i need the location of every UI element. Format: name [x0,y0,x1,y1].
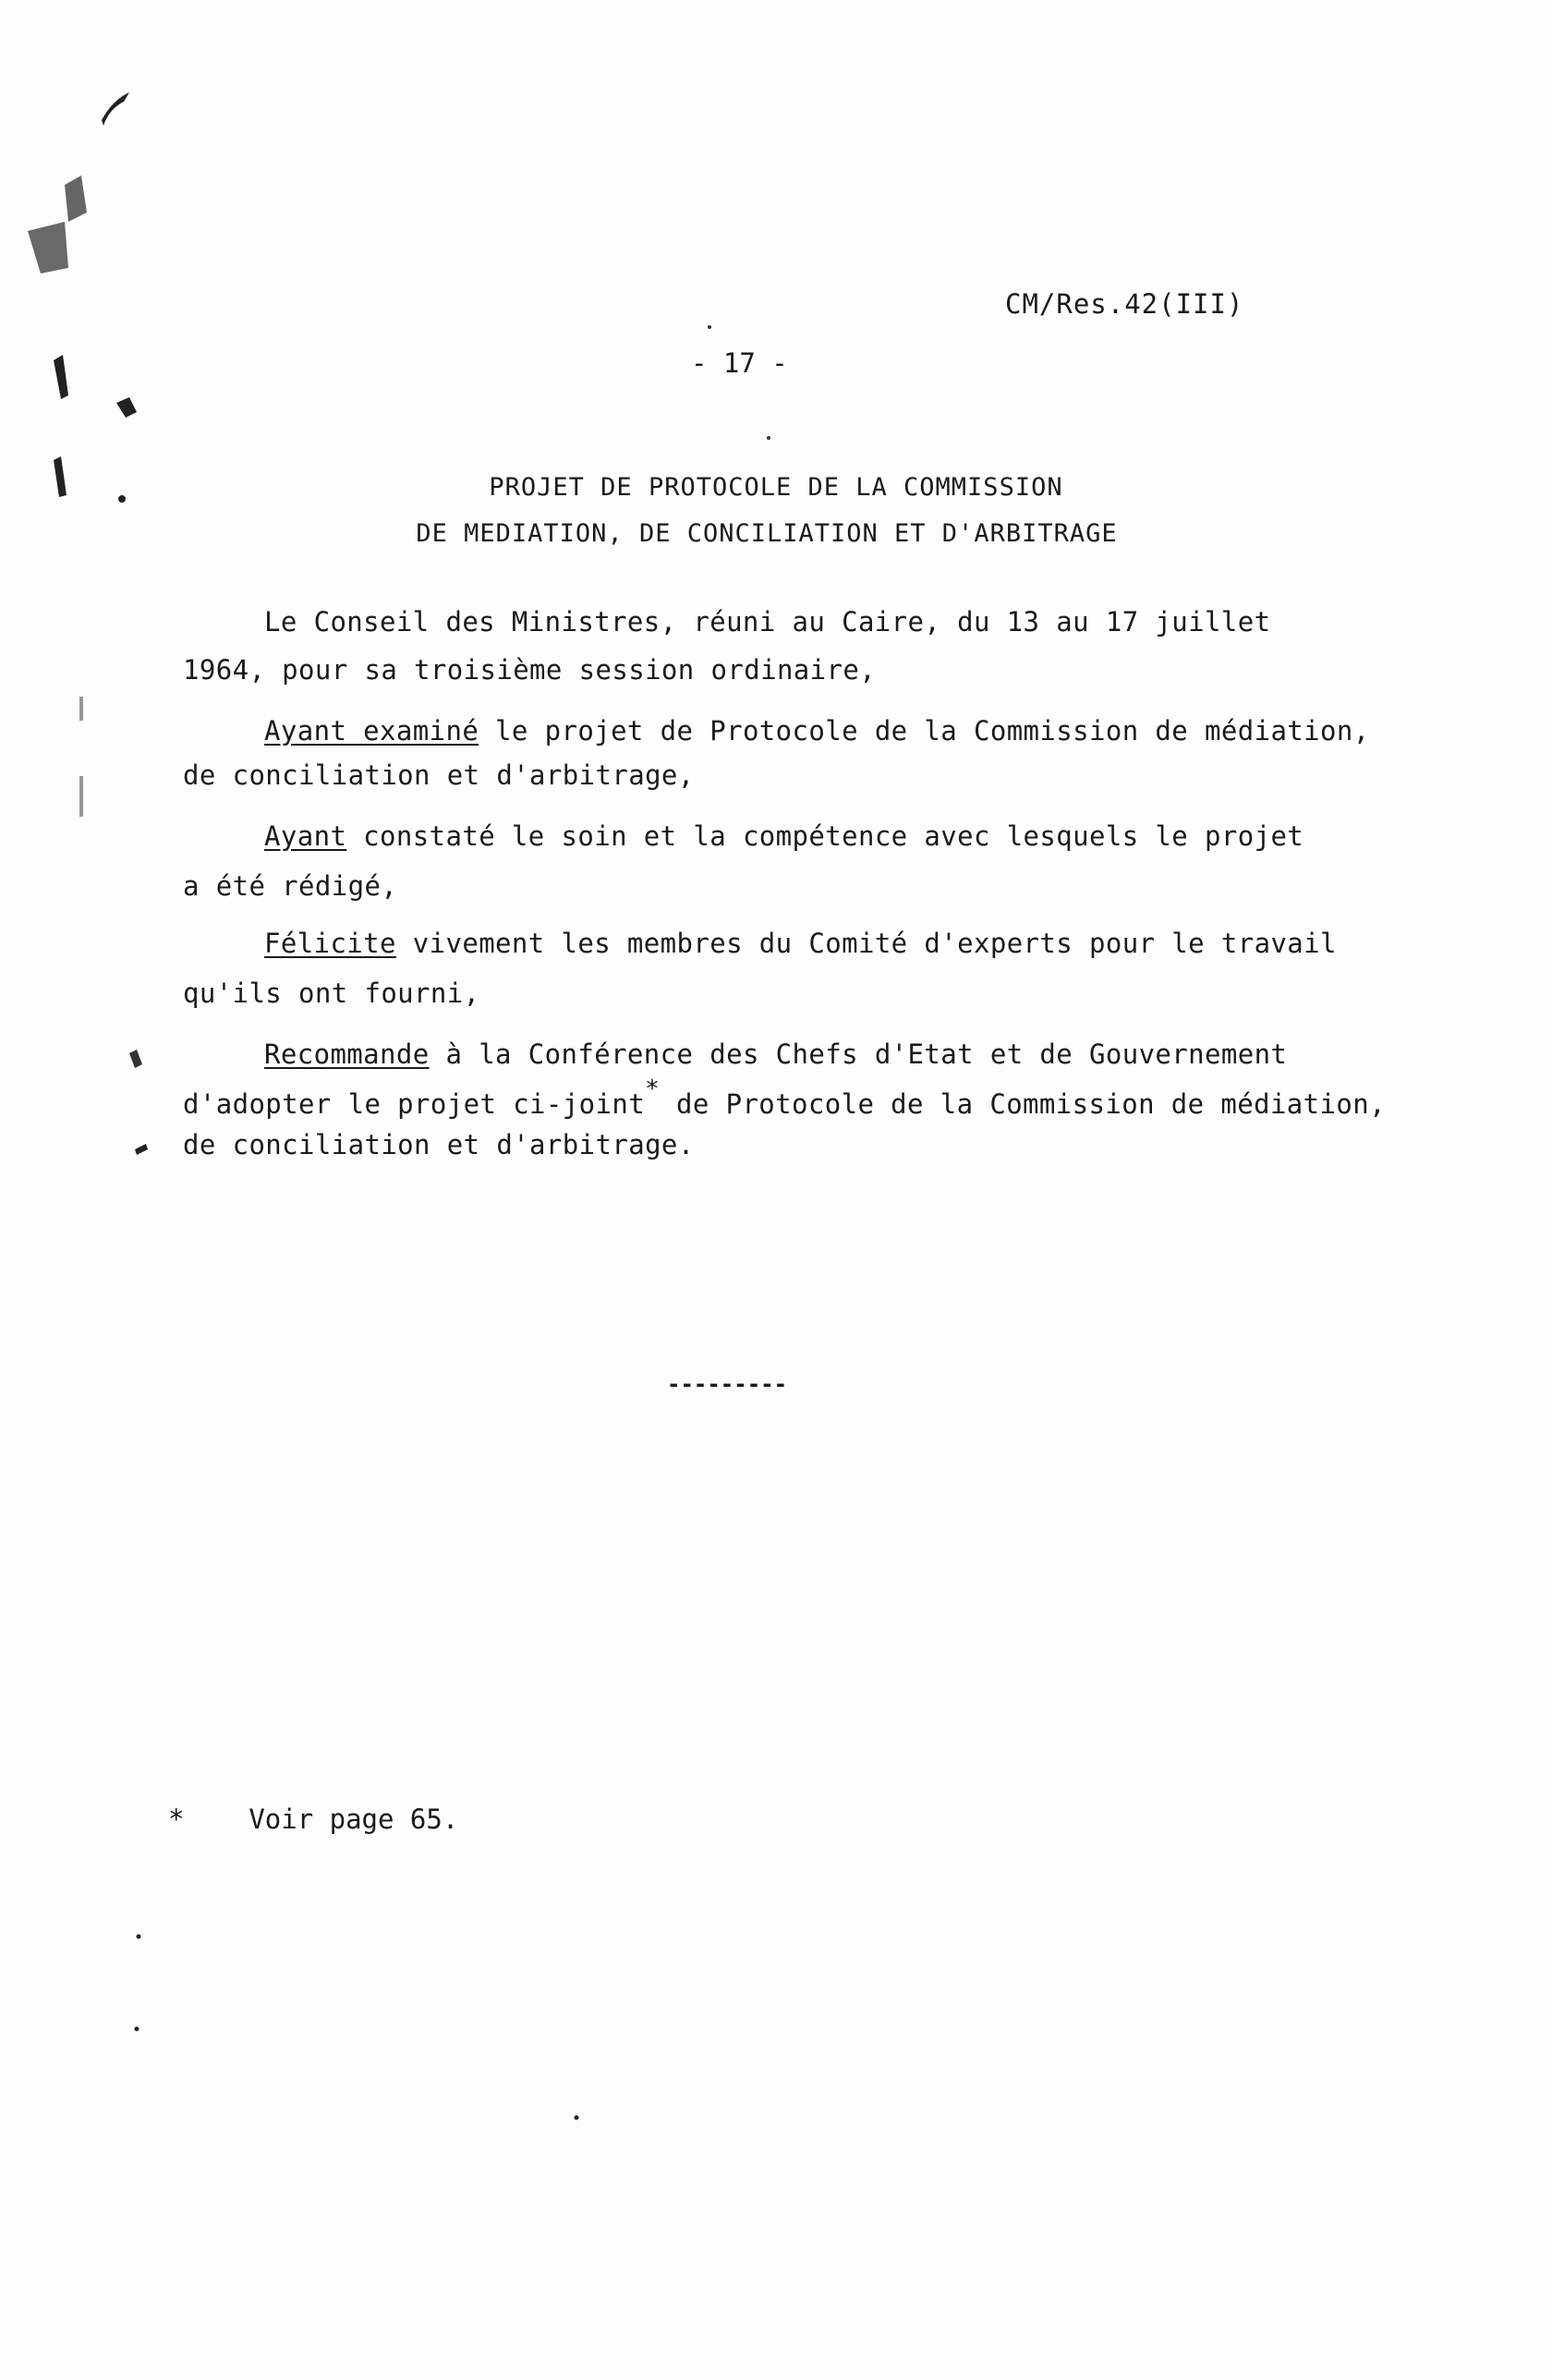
clause-keyword: Félicite [264,928,396,959]
page-number: - 17 - [691,347,788,379]
footnote [168,1803,458,1835]
clause-noted-line-2: a été rédigé, [183,870,398,902]
clause-examined-line-1 [264,715,1370,747]
document-title-line-1: PROJET DE PROTOCOLE DE LA COMMISSION [489,473,1063,502]
clause-keyword: Recommande [264,1038,430,1070]
clause-text: vivement les membres du Comité d'experts pour le travail [395,928,1337,959]
clause-text: constaté le soin et la compétence avec lesquels le projet [346,820,1304,852]
clause-congratulates-line-2: qu'ils ont fourni, [183,978,480,1009]
clause-recommends-line-3: de conciliation et d'arbitrage. [183,1129,695,1160]
clause-noted-line-1 [264,820,1303,852]
document-reference: CM/Res.42(III) [1005,288,1244,320]
footnote-text: Voir page 65. [249,1803,459,1835]
clause-congratulates-line-1 [264,928,1337,959]
clause-text: de Protocole de la Commission de médiation, [660,1088,1386,1120]
section-separator: --------- [667,1371,788,1397]
footnote-marker: * [645,1075,661,1103]
footnote-marker: * [168,1803,185,1835]
clause-keyword: Ayant examiné [264,715,479,747]
clause-text: d'adopter le projet ci-joint [183,1088,646,1120]
preamble-line-1: Le Conseil des Ministres, réuni au Caire, du 13 au 17 juillet [264,606,1271,638]
clause-keyword: Ayant [264,820,347,852]
preamble-line-2: 1964, pour sa troisième session ordinaire, [183,654,877,686]
document-title-line-2: DE MEDIATION, DE CONCILIATION ET D'ARBITRAGE [416,519,1118,548]
clause-recommends-line-2 [183,1075,1386,1120]
clause-text: à la Conférence des Chefs d'Etat et de Gouvernement [429,1038,1288,1070]
clause-text: le projet de Protocole de la Commission de médiation, [479,715,1370,747]
clause-recommends-line-1 [264,1038,1287,1070]
clause-examined-line-2: de conciliation et d'arbitrage, [183,759,695,791]
